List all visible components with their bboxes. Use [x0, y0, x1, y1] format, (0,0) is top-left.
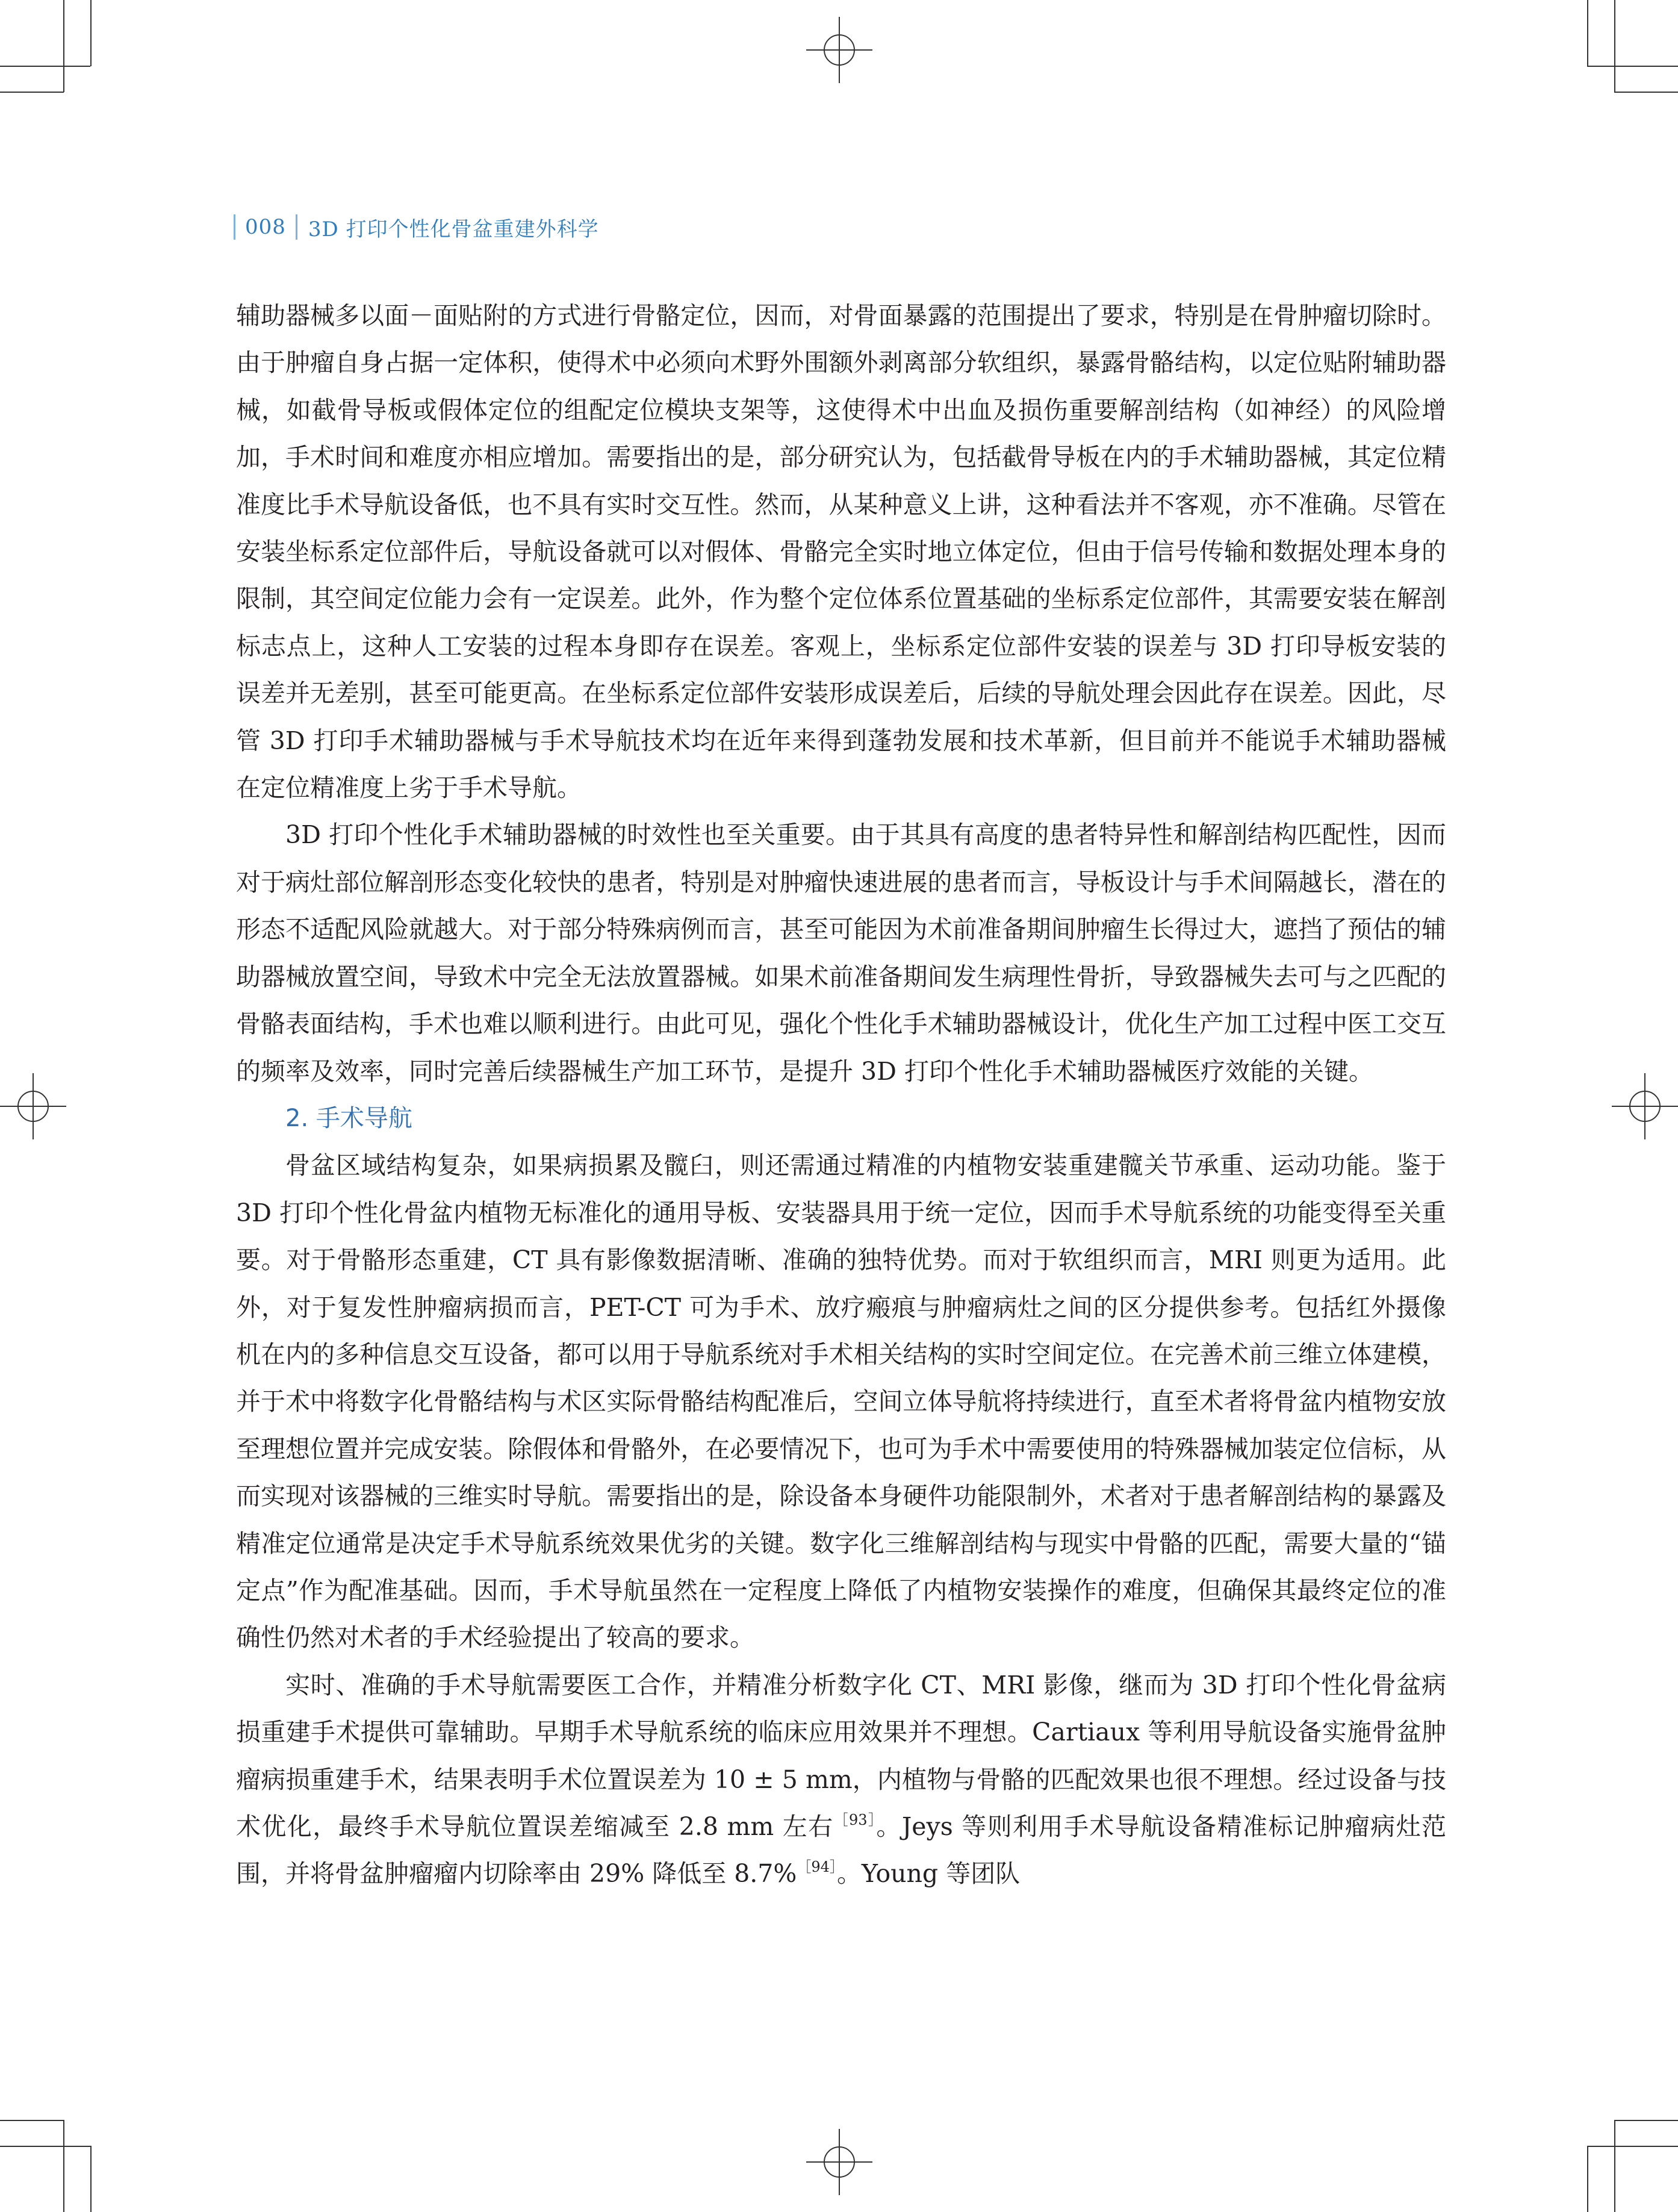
registration-mark-bottom-icon — [806, 2129, 872, 2195]
crop-mark — [1614, 2120, 1678, 2121]
paragraph-text: 。Jeys 等则利用手术导航设备精准标记肿瘤病灶范围，并将骨盆肿瘤瘤内切除率由 29% 降低至 8.7% — [236, 1812, 1447, 1889]
crop-mark — [1614, 2120, 1615, 2212]
crop-mark — [63, 2120, 64, 2212]
citation-93: ［93］ — [833, 1812, 877, 1829]
paragraph: 骨盆区域结构复杂，如果病损累及髋臼，则还需通过精准的内植物安装重建髋关节承重、运动功能。鉴于 3D 打印个性化骨盆内植物无标准化的通用导板、安装器具用于统一定位，因而手术导航系统的功能变得至关重要。对于骨骼形态重建，CT 具有影像数据清晰、准确的独特优势。而对于软组织而言，MRI 则更为适用。此外，对于复发性肿瘤病损而言，PET-CT 可为手术、放疗瘢痕与肿瘤病灶之间的区分提供参考。包括红外摄像机在内的多种信息交互设备，都可以用于导航系统对手术相关结构的实时空间定位。在完善术前三维立体建模，并于术中将数字化骨骼结构与术区实际骨骼结构配准后，空间立体导航将持续进行，直至术者将骨盆内植物安放至理想位置并完成安装。除假体和骨骼外，在必要情况下，也可为手术中需要使用的特殊器械加装定位信标，从而实现对该器械的三维实时导航。需要指出的是，除设备本身硬件功能限制外，术者对于患者解剖结构的暴露及精准定位通常是决定手术导航系统效果优劣的关键。数字化三维解剖结构与现实中骨骼的匹配，需要大量的“锚定点”作为配准基础。因而，手术导航虽然在一定程度上降低了内植物安装操作的难度，但确保其最终定位的准确性仍然对术者的手术经验提出了较高的要求。 — [236, 1151, 1446, 1653]
body-text — [236, 292, 1446, 1898]
crop-mark — [1587, 2146, 1588, 2212]
paragraph — [236, 1662, 1446, 1898]
page-number: 008 — [245, 215, 286, 239]
crop-mark — [63, 0, 64, 92]
paragraph: 辅助器械多以面－面贴附的方式进行骨骼定位，因而，对骨面暴露的范围提出了要求，特别是在骨肿瘤切除时。由于肿瘤自身占据一定体积，使得术中必须向术野外围额外剥离部分软组织，暴露骨骼结构，以定位贴附辅助器械，如截骨导板或假体定位的组配定位模块支架等，这使得术中出血及损伤重要解剖结构（如神经）的风险增加，手术时间和难度亦相应增加。需要指出的是，部分研究认为，包括截骨导板在内的手术辅助器械，其定位精准度比手术导航设备低，也不具有实时交互性。然而，从某种意义上讲，这种看法并不客观，亦不准确。尽管在安装坐标系定位部件后，导航设备就可以对假体、骨骼完全实时地立体定位，但由于信号传输和数据处理本身的限制，其空间定位能力会有一定误差。此外，作为整个定位体系位置基础的坐标系定位部件，其需要安装在解剖标志点上，这种人工安装的过程本身即存在误差。客观上，坐标系定位部件安装的误差与 3D 打印导板安装的误差并无差别，甚至可能更高。在坐标系定位部件安装形成误差后，后续的导航处理会因此存在误差。因此，尽管 3D 打印手术辅助器械与手术导航技术均在近年来得到蓬勃发展和技术革新，但目前并不能说手术辅助器械在定位精准度上劣于手术导航。 — [236, 301, 1446, 803]
paragraph: 3D 打印个性化手术辅助器械的时效性也至关重要。由于其具有高度的患者特异性和解剖结构匹配性，因而对于病灶部位解剖形态变化较快的患者，特别是对肿瘤快速进展的患者而言，导板设计与手术间隔越长，潜在的形态不适配风险就越大。对于部分特殊病例而言，甚至可能因为术前准备期间肿瘤生长得过大，遮挡了预估的辅助器械放置空间，导致术中完全无法放置器械。如果术前准备期间发生病理性骨折，导致器械失去可与之匹配的骨骼表面结构，手术也难以顺利进行。由此可见，强化个性化手术辅助器械设计，优化生产加工过程中医工交互的频率及效率，同时完善后续器械生产加工环节，是提升 3D 打印个性化手术辅助器械医疗效能的关键。 — [236, 820, 1446, 1086]
running-head — [234, 213, 599, 241]
book-title: 3D 打印个性化骨盆重建外科学 — [308, 217, 599, 241]
registration-mark-top-icon — [806, 17, 872, 83]
running-head-divider — [234, 214, 235, 240]
citation-94: ［94］ — [797, 1858, 837, 1876]
registration-mark-left-icon — [0, 1073, 66, 1139]
crop-mark — [0, 2146, 90, 2147]
running-head-divider — [296, 214, 297, 240]
crop-mark — [0, 66, 90, 67]
paragraph-text: 。Young 等团队 — [836, 1859, 1021, 1889]
crop-mark — [0, 92, 64, 93]
paragraph-text: 实时、准确的手术导航需要医工合作，并精准分析数字化 CT、MRI 影像，继而为 3D 打印个性化骨盆病损重建手术提供可靠辅助。早期手术导航系统的临床应用效果并不理想。Cartiaux 等利用导航设备实施骨盆肿瘤病损重建手术，结果表明手术位置误差为 10 ± 5 mm，内植物与骨骼的匹配效果也很不理想。经过设备与技术优化，最终手术导航位置误差缩减至 2.8 mm 左右 — [236, 1670, 1446, 1841]
registration-mark-right-icon — [1612, 1073, 1678, 1139]
crop-mark — [90, 0, 92, 66]
crop-mark — [1587, 0, 1588, 66]
crop-mark — [90, 2146, 92, 2212]
crop-mark — [1587, 2146, 1678, 2147]
crop-mark — [0, 2120, 64, 2121]
crop-mark — [1614, 0, 1615, 92]
crop-mark — [1587, 66, 1678, 67]
section-heading: 2. 手术导航 — [285, 1104, 412, 1132]
crop-mark — [1614, 92, 1678, 93]
